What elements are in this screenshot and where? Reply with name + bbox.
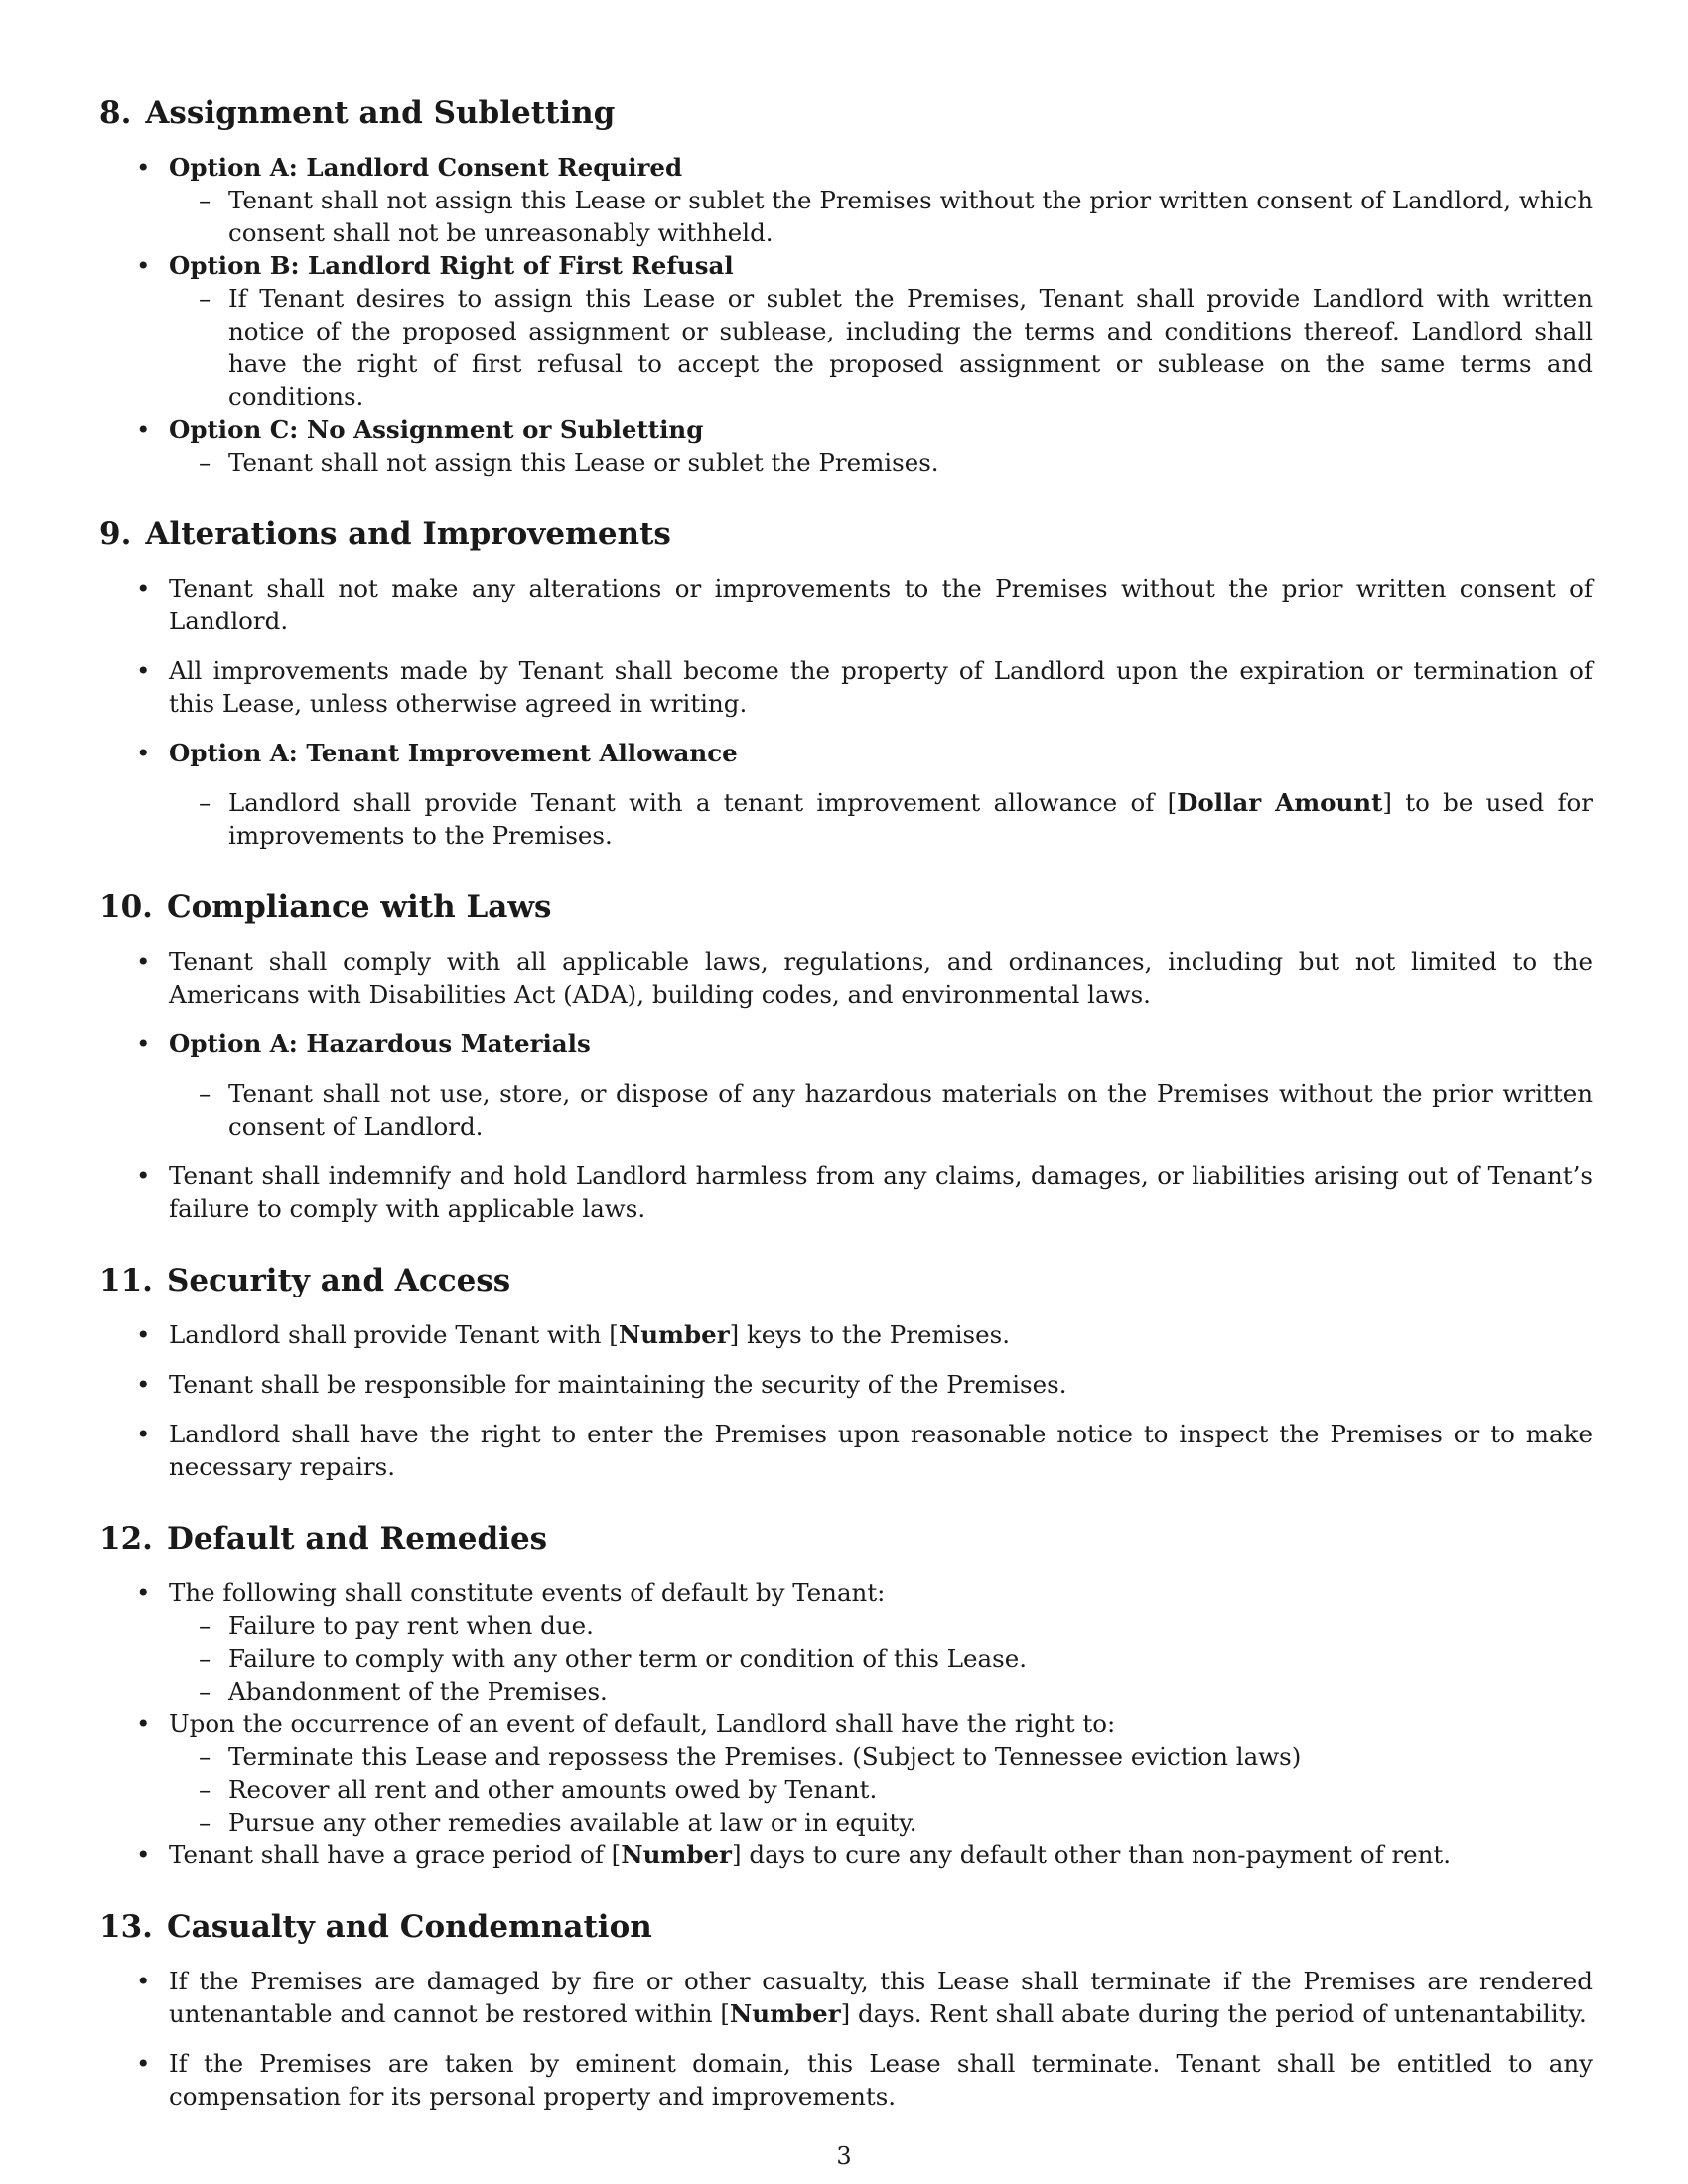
list-item	[99, 1707, 1593, 1839]
list-item: • All improvements made by Tenant shall become the property of Landlord upon the expiration or termination of this Lease, unless otherwise agreed in writing.	[99, 654, 1593, 720]
text-fragment: Tenant shall have a grace period of [	[169, 1841, 622, 1869]
text-fragment: ] keys to the Premises.	[729, 1320, 1010, 1349]
sub-list	[169, 1609, 1593, 1707]
section-heading	[99, 889, 1593, 925]
section-title: Security and Access	[166, 1263, 511, 1298]
bullet-list	[99, 1318, 1593, 1483]
list-item	[99, 1965, 1593, 2030]
section-assignment-subletting	[99, 95, 1593, 478]
section-heading	[99, 516, 1593, 552]
list-item: • If the Premises are taken by eminent domain, this Lease shall terminate. Tenant shall be entitled to any compensation for its personal property and improvements.	[99, 2047, 1593, 2113]
option-label: Option A: Landlord Consent Required	[169, 153, 683, 182]
section-title: Alterations and Improvements	[145, 516, 671, 552]
bullet-list	[99, 1576, 1593, 1871]
section-number: 8.	[99, 95, 132, 131]
placeholder-field: Number	[621, 1841, 732, 1869]
bullet-list	[99, 1965, 1593, 2113]
list-item-text: Upon the occurrence of an event of default, Landlord shall have the right to:	[169, 1709, 1116, 1738]
section-number: 12.	[99, 1521, 153, 1557]
section-default-remedies	[99, 1521, 1593, 1871]
list-item	[99, 1318, 1593, 1351]
section-alterations-improvements	[99, 516, 1593, 852]
list-item: • Tenant shall indemnify and hold Landlord harmless from any claims, damages, or liabilities arising out of Tenant’s failure to comply with applicable laws.	[99, 1160, 1593, 1225]
text-fragment: Landlord shall provide Tenant with [	[169, 1320, 619, 1349]
sub-item: – Tenant shall not assign this Lease or sublet the Premises without the prior written consent of Landlord, which consent shall not be unreasonably withheld.	[169, 184, 1593, 249]
sub-item: – If Tenant desires to assign this Lease or sublet the Premises, Tenant shall provide Landlord with written notice of the proposed assignment or sublease, including the terms and conditions thereof. Landlord shall have the right of first refusal to accept the proposed assignment or sublease on the same terms and conditions.	[169, 282, 1593, 413]
section-casualty-condemnation	[99, 1909, 1593, 2113]
list-item	[99, 1576, 1593, 1707]
list-item	[99, 1839, 1593, 1871]
option-label: Option A: Tenant Improvement Allowance	[169, 739, 738, 767]
sub-item: – Pursue any other remedies available at law or in equity.	[169, 1806, 1593, 1839]
section-title: Casualty and Condemnation	[166, 1909, 652, 1945]
bullet-list	[99, 151, 1593, 478]
sub-item: – Terminate this Lease and repossess the Premises. (Subject to Tennessee eviction laws)	[169, 1740, 1593, 1773]
list-item	[99, 151, 1593, 249]
section-heading	[99, 1521, 1593, 1557]
sub-list	[169, 1077, 1593, 1143]
text-fragment: ] days. Rent shall abate during the period of untenantability.	[840, 1999, 1587, 2028]
text-fragment: ] to be used for improvements to the Premises.	[228, 788, 1593, 850]
option-label: Option B: Landlord Right of First Refusal	[169, 251, 734, 280]
sub-list	[169, 282, 1593, 413]
section-heading	[99, 1263, 1593, 1298]
section-number: 9.	[99, 516, 132, 552]
sub-item: – Failure to comply with any other term or condition of this Lease.	[169, 1642, 1593, 1675]
text-fragment: ] days to cure any default other than non-payment of rent.	[731, 1841, 1452, 1869]
sub-item: – Abandonment of the Premises.	[169, 1675, 1593, 1707]
list-item	[99, 737, 1593, 852]
list-item: • Tenant shall not make any alterations or improvements to the Premises without the prior written consent of Landlord.	[99, 572, 1593, 637]
list-item: • Tenant shall comply with all applicable laws, regulations, and ordinances, including but not limited to the Americans with Disabilities Act (ADA), building codes, and environmental laws.	[99, 945, 1593, 1011]
section-heading	[99, 95, 1593, 131]
placeholder-field: Number	[729, 1999, 841, 2028]
section-compliance-laws	[99, 889, 1593, 1225]
sub-list	[169, 786, 1593, 852]
text-fragment: If the Premises are damaged by fire or other casualty, this Lease shall terminate if the Premises are rendered untenantable and cannot be restored within [	[169, 1967, 1593, 2028]
section-title: Default and Remedies	[166, 1521, 548, 1557]
sub-item: – Failure to pay rent when due.	[169, 1609, 1593, 1642]
sub-item: – Tenant shall not use, store, or dispose of any hazardous materials on the Premises without the prior written consent of Landlord.	[169, 1077, 1593, 1143]
section-title: Assignment and Subletting	[145, 95, 616, 131]
page-number: 3	[836, 2142, 852, 2170]
list-item: • Landlord shall have the right to enter the Premises upon reasonable notice to inspect the Premises or to make necessary repairs.	[99, 1418, 1593, 1483]
section-number: 13.	[99, 1909, 153, 1945]
list-item	[99, 413, 1593, 478]
option-label: Option A: Hazardous Materials	[169, 1029, 591, 1058]
placeholder-field: Dollar Amount	[1177, 788, 1383, 817]
section-title: Compliance with Laws	[166, 889, 552, 925]
list-item	[99, 1027, 1593, 1143]
list-item-text: The following shall constitute events of default by Tenant:	[169, 1578, 886, 1607]
list-item	[99, 249, 1593, 413]
document-page	[99, 95, 1593, 2150]
sub-list	[169, 446, 1593, 478]
sub-item: – Recover all rent and other amounts owed by Tenant.	[169, 1773, 1593, 1806]
section-security-access	[99, 1263, 1593, 1483]
sub-item: – Tenant shall not assign this Lease or sublet the Premises.	[169, 446, 1593, 478]
section-heading	[99, 1909, 1593, 1945]
section-number: 10.	[99, 889, 153, 925]
list-item: • Tenant shall be responsible for maintaining the security of the Premises.	[99, 1368, 1593, 1401]
sub-list	[169, 1740, 1593, 1839]
sub-item	[169, 786, 1593, 852]
placeholder-field: Number	[618, 1320, 730, 1349]
text-fragment: Landlord shall provide Tenant with a tenant improvement allowance of [	[228, 788, 1178, 817]
bullet-list	[99, 572, 1593, 852]
option-label: Option C: No Assignment or Subletting	[169, 415, 704, 444]
section-number: 11.	[99, 1263, 153, 1298]
bullet-list	[99, 945, 1593, 1225]
sub-list	[169, 184, 1593, 249]
